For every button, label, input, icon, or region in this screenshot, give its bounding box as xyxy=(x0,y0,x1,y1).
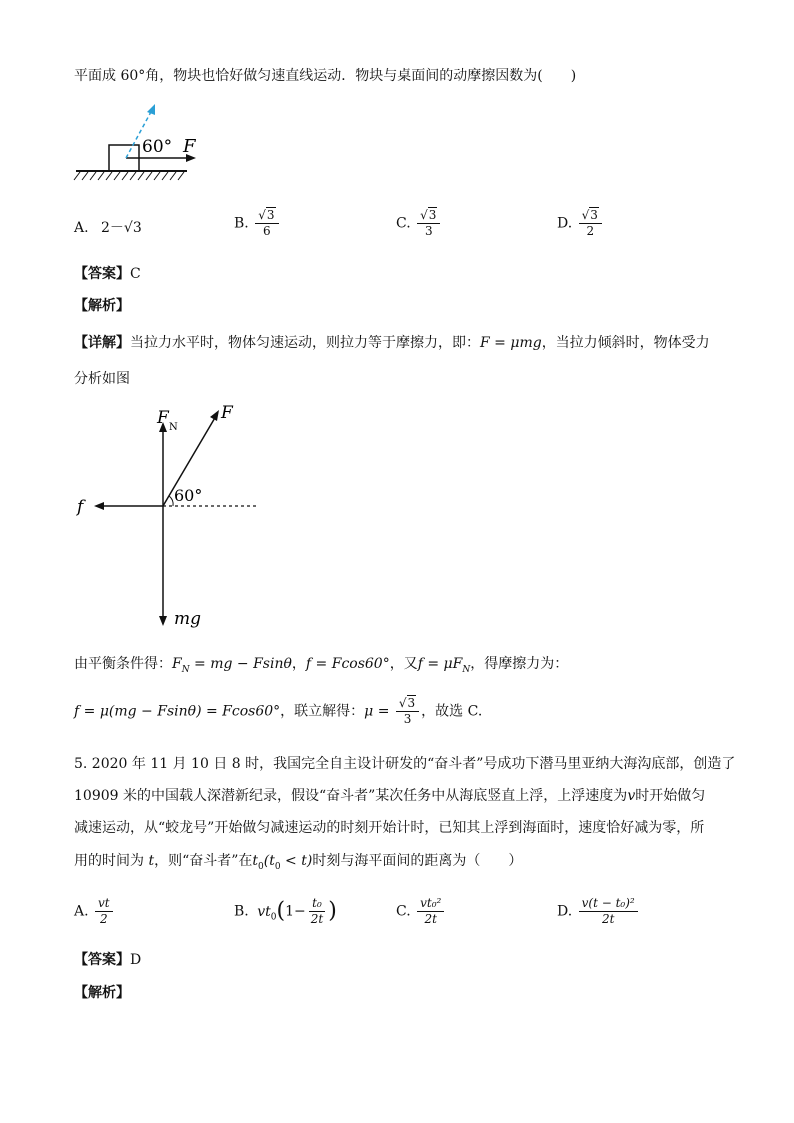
option-numerator: √3 xyxy=(579,208,602,224)
stem-var: t xyxy=(144,853,155,869)
stem-var: (t xyxy=(263,853,275,869)
answer-tag: 【答案】 xyxy=(74,952,130,968)
arrow-head xyxy=(147,104,155,115)
stem-text: 时刻与海平面间的距离为（ ） xyxy=(312,853,523,869)
force-label: F xyxy=(183,136,196,157)
eq-numerator: √3 xyxy=(396,696,419,712)
detail-tag: 【详解】 xyxy=(74,335,130,351)
arrow-head xyxy=(159,616,167,626)
stem-text: ，则“奋斗者”在 xyxy=(154,853,253,869)
stem-subscript: 0 xyxy=(274,861,281,872)
q4-equation-line-1 xyxy=(74,654,568,680)
q5-stem-line-3: 减速运动，从“蛟龙号”开始做匀减速运动的时刻开始计时，已知其上浮到海面时，速度恰好减为零，所 xyxy=(74,820,705,836)
stem-var: t xyxy=(252,853,259,869)
free-body-diagram xyxy=(70,398,270,638)
option-numerator: √3 xyxy=(417,208,440,224)
eq-formula: F xyxy=(172,656,182,672)
angle-label: 60° xyxy=(174,486,203,505)
stem-text: 10909 米的中国载人深潜新纪录，假设“奋斗者”某次任务中从海底竖直上浮，上浮速度为 xyxy=(74,788,628,804)
stem-text: 用的时间为 xyxy=(74,853,144,869)
eq-text: ，联立解得： xyxy=(280,703,365,720)
pull-force-label: F xyxy=(221,403,233,423)
option-numerator: vt xyxy=(95,896,113,912)
q5-stem-line-1: 5. 2020 年 11 月 10 日 8 时，我国完全自主设计研发的“奋斗者”号成功下潜马里亚纳大海沟底部，创造了 xyxy=(74,756,736,772)
angle-label: 60° xyxy=(142,137,173,157)
option-numerator: t₀ xyxy=(309,896,325,912)
q4-analysis-tag: 【解析】 xyxy=(74,298,130,314)
q4-detail-line-1 xyxy=(74,333,710,353)
option-prefix: vt xyxy=(257,903,271,920)
q5-option-a xyxy=(74,896,115,927)
option-denominator: 2t xyxy=(310,912,324,926)
option-subscript: 0 xyxy=(270,912,277,923)
option-label: B. xyxy=(234,215,249,232)
q5-stem-line-2 xyxy=(74,786,705,806)
normal-force-label: F xyxy=(157,408,169,428)
option-denominator: 3 xyxy=(424,224,433,238)
gravity-label: mg xyxy=(174,609,202,629)
q4-option-a xyxy=(74,218,142,238)
q5-option-c xyxy=(396,896,446,927)
detail-text: ，当拉力倾斜时，物体受力 xyxy=(541,335,710,351)
eq-denominator: 3 xyxy=(403,712,412,726)
option-value: 2－√3 xyxy=(101,220,142,236)
q4-option-b xyxy=(234,208,281,239)
stem-subscript: 0 xyxy=(258,861,264,872)
stem-text: 时开始做匀 xyxy=(635,788,706,804)
stem-var: v xyxy=(627,788,636,804)
answer-value: D xyxy=(130,952,142,968)
eq-formula: f = μ(mg − Fsinθ) = Fcos60° xyxy=(74,703,281,720)
friction-label: f xyxy=(77,497,84,517)
q4-answer xyxy=(74,264,141,284)
eq-formula: f = μF xyxy=(417,656,463,672)
detail-text: 当拉力水平时，物体匀速运动，则拉力等于摩擦力，即： xyxy=(130,335,480,351)
option-denominator: 2t xyxy=(601,912,615,926)
option-numerator: √3 xyxy=(255,208,278,224)
eq-subscript: N xyxy=(181,664,190,675)
eq-formula: f = Fcos60° xyxy=(305,656,390,672)
arrow-head xyxy=(210,410,219,421)
detail-formula: F = μmg xyxy=(480,335,542,351)
normal-force-subscript: N xyxy=(169,422,178,433)
option-denominator: 6 xyxy=(263,224,271,238)
eq-formula: μ = xyxy=(364,703,394,720)
q4-option-c xyxy=(396,208,442,239)
option-label: D. xyxy=(557,215,573,232)
option-denominator: 2 xyxy=(100,912,108,926)
option-denominator: 2t xyxy=(424,912,437,926)
eq-formula: = mg − Fsinθ xyxy=(189,656,292,672)
arrow-head xyxy=(94,502,104,510)
q5-analysis-tag: 【解析】 xyxy=(74,985,130,1001)
q4-stem: 平面成 60°角，物块也恰好做匀速直线运动．物块与桌面间的动摩擦因数为( ) xyxy=(74,68,577,84)
option-label: B. xyxy=(234,903,249,920)
option-label: A. xyxy=(74,903,89,920)
eq-text: ， xyxy=(291,656,306,672)
option-label: C. xyxy=(396,215,411,232)
eq-text: 由平衡条件得： xyxy=(74,656,172,672)
q5-answer xyxy=(74,950,141,970)
option-label: D. xyxy=(557,903,573,920)
option-denominator: 2 xyxy=(586,224,595,238)
option-numerator: v(t − t₀)² xyxy=(579,896,638,912)
q4-detail-line-2: 分析如图 xyxy=(74,371,130,387)
eq-subscript: N xyxy=(462,664,471,675)
q5-option-b: B. $vt_0(1-$ $\frac{\text{t₀}}{2t}$ ) xyxy=(234,896,337,926)
q4-option-d xyxy=(557,208,604,239)
eq-text: ，得摩擦力为： xyxy=(470,656,569,672)
option-text: 1− xyxy=(285,903,306,920)
eq-text: ，又 xyxy=(389,656,418,672)
angle-arc xyxy=(169,496,173,506)
q5-stem-line-4 xyxy=(74,851,522,877)
eq-text: ，故选 C. xyxy=(421,703,483,720)
option-numerator: vt₀² xyxy=(417,896,444,912)
q4-equation-line-2 xyxy=(74,696,482,727)
ground-hatch xyxy=(74,172,184,180)
q4-block-figure xyxy=(70,100,200,190)
stem-var: < t) xyxy=(280,853,313,869)
answer-tag: 【答案】 xyxy=(74,266,130,282)
option-label: C. xyxy=(396,903,411,920)
answer-value: C xyxy=(130,266,141,282)
option-label: A. xyxy=(74,220,89,236)
q5-option-d xyxy=(557,896,640,927)
